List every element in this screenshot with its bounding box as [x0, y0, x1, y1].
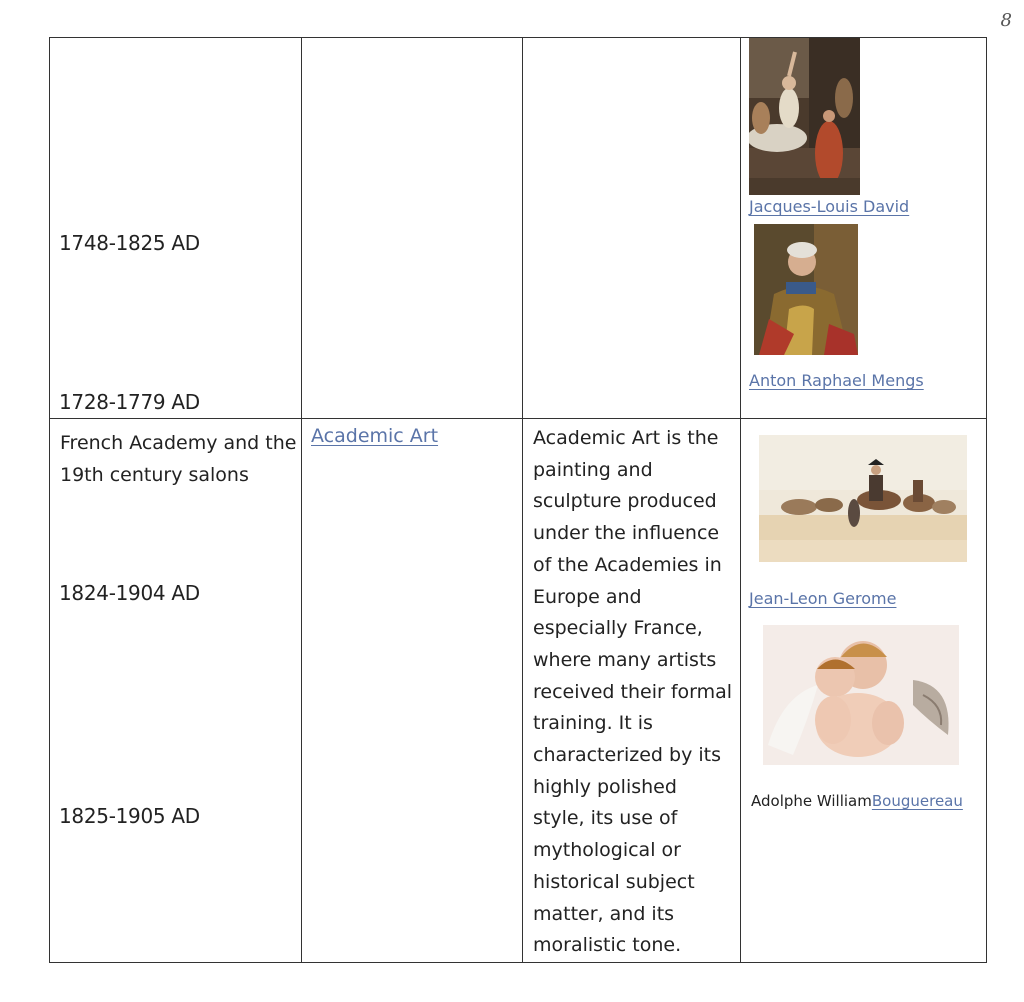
date-label: 1728-1779 AD	[59, 390, 200, 414]
artist-link-bouguereau[interactable]: Bouguereau	[871, 792, 963, 810]
first-kiss-painting	[763, 625, 959, 765]
date-label: 1748-1825 AD	[59, 231, 200, 255]
date-label: 1824-1904 AD	[59, 581, 200, 605]
period-title: French Academy and the 19th century salons	[60, 432, 297, 486]
movement-cell	[302, 419, 523, 963]
art-history-table	[49, 37, 987, 963]
table-row	[50, 419, 987, 963]
artist-first-name: Adolphe William	[751, 792, 872, 810]
movement-link-academic-art[interactable]: Academic Art	[311, 425, 439, 447]
artist-link-mengs[interactable]: Anton Raphael Mengs	[749, 371, 924, 390]
artists-cell	[741, 419, 987, 963]
portrait-of-charles-iii-painting	[754, 224, 858, 355]
death-of-socrates-painting	[749, 38, 860, 195]
description-cell	[523, 419, 741, 963]
movement-cell	[302, 38, 523, 419]
napoleon-in-egypt-painting	[759, 435, 967, 562]
period-cell	[50, 38, 302, 419]
description-cell	[523, 38, 741, 419]
date-label: 1825-1905 AD	[59, 804, 200, 828]
period-cell	[50, 419, 302, 963]
artist-name-bouguereau	[751, 792, 963, 810]
artist-link-david[interactable]: Jacques-Louis David	[749, 197, 910, 216]
artists-cell	[741, 38, 987, 419]
table-row	[50, 38, 987, 419]
movement-description: Academic Art is the painting and sculpture produced under the influence of the Academies in Europe and especially France, where many artists received their formal training. It is characterized by its highly polished style, its use of mythological or historical subject matter, and its moralistic tone.	[533, 427, 733, 957]
artist-link-gerome[interactable]: Jean-Leon Gerome	[749, 589, 897, 608]
page-number: 8	[1000, 10, 1012, 31]
